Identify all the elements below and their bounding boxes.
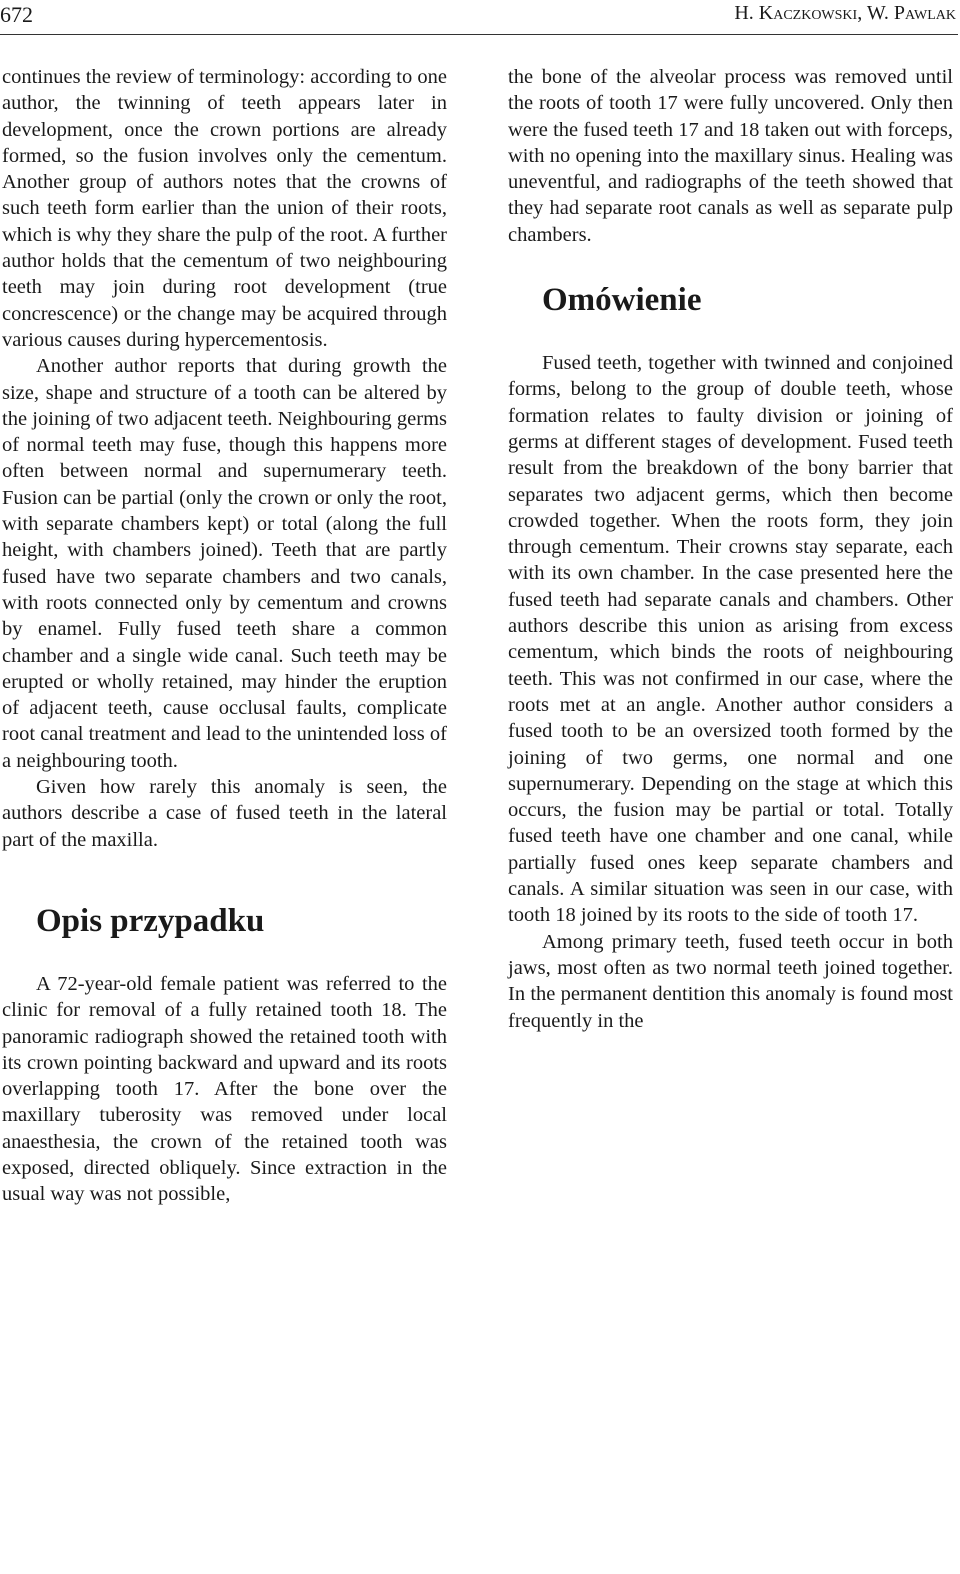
running-head-authors: H. Kaczkowski, W. Pawlak [734,2,956,24]
header-rule [0,34,958,35]
paragraph: A 72-year-old female patient was referred to the clinic for removal of a fully retained tooth 18. The panoramic radiograph showed the retained tooth with its crown pointing backward and upward and its roots overlapping tooth 17. After the bone over the maxillary tuberosity was removed under local anaesthesia, the crown of the retained tooth was exposed, directed obliquely. Since extraction in the usual way was not possible, [2,972,447,1206]
left-column [2,64,447,1208]
paragraph: the bone of the alveolar process was removed until the roots of tooth 17 were fully uncovered. Only then were the fused teeth 17 and 18 taken out with forceps, with no opening into the maxillary sinus. Healing was uneventful, and radiographs of the teeth showed that they had separate root canals as well as separate pulp chambers. [508,66,953,246]
section-heading-case-report: Opis przypadku [36,902,265,939]
paragraph: Fused teeth, together with twinned and conjoined forms, belong to the group of double teeth, whose formation relates to faulty division or joining of germs at different stages of development. Fused teeth result from the breakdown of the bony barrier that separates two adjacent germs, which then become crowded together. When the roots form, they join through cementum. Their crowns stay separate, each with its own chamber. In the case presented here the fused teeth had separate canals and chambers. Other authors describe this union as arising from excess cementum, which binds the roots of neighbouring teeth. This was not confirmed in our case, where the roots met at an angle. Another author considers a fused tooth to be an oversized tooth formed by the joining of two germs, one normal and one supernumerary. Depending on the stage at which this occurs, the fusion may be partial or total. Totally fused teeth have one chamber and one canal, while partially fused ones keep separate chambers and canals. A similar situation was seen in our case, with tooth 18 joined by its roots to the side of tooth 17. [508,352,953,927]
paragraph: Another author reports that during growth the size, shape and structure of a tooth can be altered by the joining of two adjacent teeth. Neighbouring germs of normal teeth may fuse, though this happens more often between normal and supernumerary teeth. Fusion can be partial (only the crown or only the root, with separate chambers kept) or total (along the full height, with chambers joined). Teeth that are partly fused have two separate chambers and two canals, with roots connected only by cementum and crowns by enamel. Fully fused teeth share a common chamber and a single wide canal. Such teeth may be erupted or wholly retained, may hinder the eruption of adjacent teeth, cause occlusal faults, complicate root canal treatment and lead to the unintended loss of a neighbouring tooth. [2,355,447,772]
right-column [508,64,953,1034]
paragraph: Given how rarely this anomaly is seen, the authors describe a case of fused teeth in the lateral part of the maxilla. [2,776,447,851]
paragraph: continues the review of terminology: according to one author, the twinning of teeth appears later in development, once the crown portions are already formed, so the fusion involves only the cementum. Another group of authors notes that the crowns of such teeth form earlier than the union of their roots, which is why they share the pulp of the root. A further author holds that the cementum of two neighbouring teeth may join during root development (true concrescence) or the change may be acquired through various causes during hypercementosis. [2,66,447,351]
page-header [0,2,960,30]
page-number: 672 [0,2,33,27]
section-heading-discussion: Omówienie [542,282,702,319]
paragraph: Among primary teeth, fused teeth occur in both jaws, most often as two normal teeth joined together. In the permanent dentition this anomaly is found most frequently in the [508,930,953,1032]
